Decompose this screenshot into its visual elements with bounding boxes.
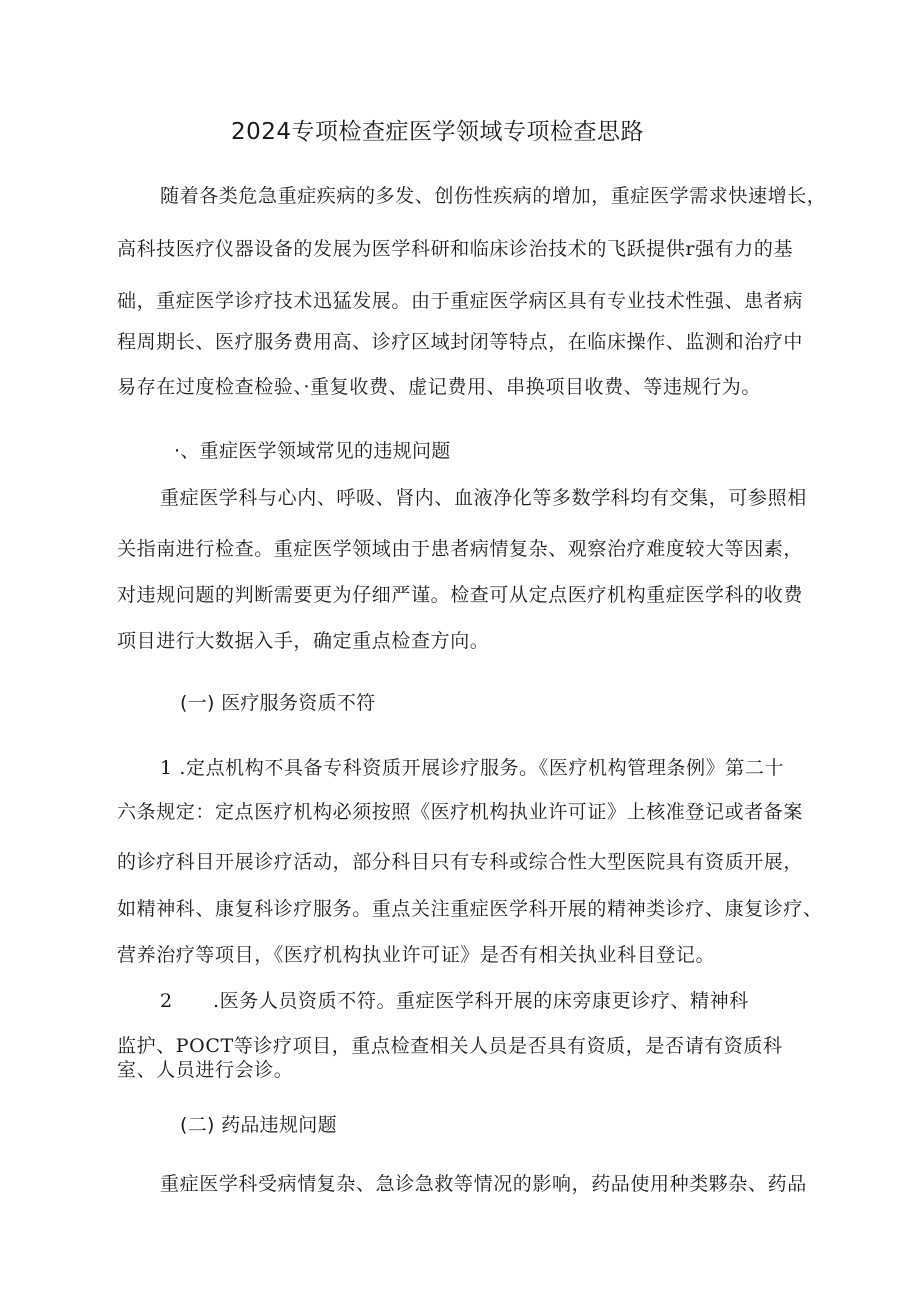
item1-line-3: 的诊疗科目开展诊疗活动，部分科目只有专科或综合性大型医院具有资质开展，	[117, 851, 804, 873]
section1-line-3: 对违规问题的判断需要更为仔细严谨。检查可从定点医疗机构重症医学科的收费	[117, 584, 804, 606]
item1-line-1: 1 .定点机构不具备专科资质开展诊疗服务。《医疗机构管理条例》第二十	[160, 757, 785, 779]
item2-line-2: 监护、POCT等诊疗项目，重点检查相关人员是否具有资质，是否请有资质科	[117, 1035, 783, 1057]
intro-line-3: 础，重症医学诊疗技术迅猛发展。由于重症医学病区具有专业技术性强、患者病	[117, 290, 804, 312]
page-title: 2024专项检查症医学领域专项检查思路	[231, 119, 645, 145]
intro-line-5: 易存在过度检查检验、·重复收费、虚记费用、串换项目收费、等违规行为。	[117, 376, 761, 398]
intro-line-1: 随着各类危急重症疾病的多发、创伤性疾病的增加，重症医学需求快速增长，	[160, 185, 827, 207]
section1-line-1: 重症医学科与心内、呼吸、肾内、血液净化等多数学科均有交集，可参照相	[160, 487, 807, 509]
section-heading-1: ·、重症医学领域常见的违规问题	[174, 440, 451, 462]
item2-number: 2	[160, 990, 173, 1012]
item2-line-1: .医务人员资质不符。重症医学科开展的床旁康更诊疗、精神科	[213, 990, 749, 1012]
intro-line-4: 程周期长、医疗服务费用高、诊疗区域封闭等特点，在临床操作、监测和治疗中	[117, 331, 804, 353]
intro-line-2: 高科技医疗仪器设备的发展为医学科研和临床诊治技术的飞跃提供r强有力的基	[117, 238, 794, 260]
section1-line-2: 关指南进行检查。重症医学领域由于患者病情复杂、观察治疗难度较大等因素，	[117, 538, 804, 560]
subsection-heading-2: (二) 药品违规问题	[180, 1114, 337, 1136]
section1-line-4: 项目进行大数据入手，确定重点检查方向。	[117, 630, 490, 652]
item1-line-4: 如精神科、康复科诊疗服务。重点关注重症医学科开展的精神类诊疗、康复诊疗、	[117, 898, 823, 920]
sub2-line-1: 重症医学科受病情复杂、急诊急救等情况的影响，药品使用种类夥杂、药品	[160, 1173, 807, 1195]
item2-line-3: 室、人员进行会诊。	[117, 1059, 294, 1081]
subsection-heading-1: (一) 医疗服务资质不符	[180, 692, 376, 714]
item1-line-5: 营养治疗等项目，《医疗机构执业许可证》是否有相关执业科目登记。	[117, 944, 716, 966]
item1-line-2: 六条规定：定点医疗机构必须按照《医疗机构执业许可证》上核准登记或者备案	[117, 801, 804, 823]
